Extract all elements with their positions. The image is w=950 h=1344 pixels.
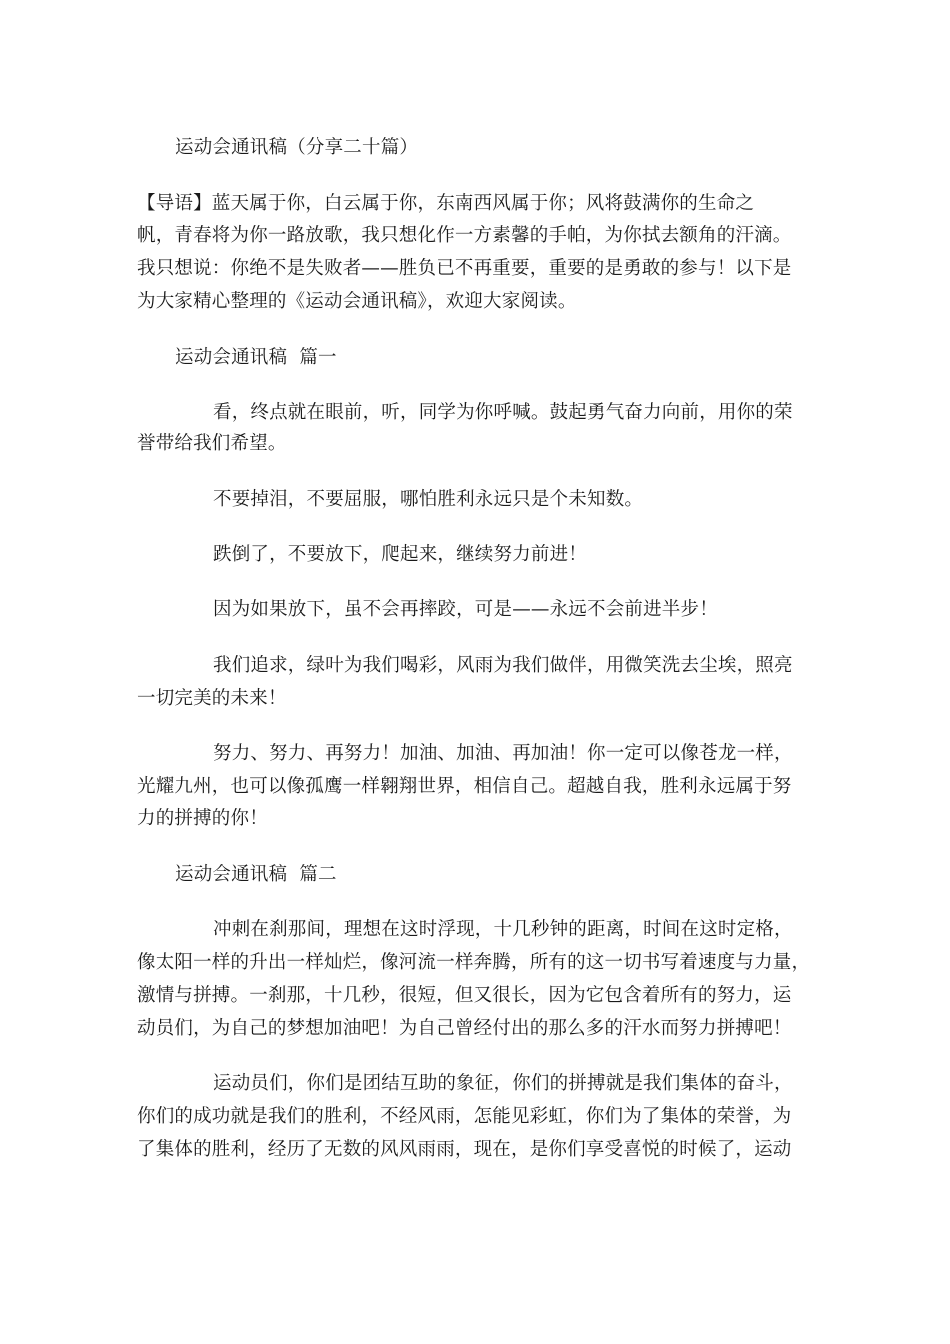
- paragraph-line: 运动员们，你们是团结互助的象征，你们的拼搏就是我们集体的奋斗，: [213, 1073, 793, 1094]
- paragraph-line: 因为如果放下，虽不会再摔跤，可是——永远不会前进半步！: [213, 599, 718, 620]
- paragraph-line: 光耀九州，也可以像孤鹰一样翱翔世界，相信自己。超越自我，胜利永远属于努: [137, 776, 792, 797]
- section-heading-1: 运动会通讯稿 篇一: [175, 347, 337, 368]
- intro-line-1: 【导语】蓝天属于你，白云属于你，东南西风属于你；风将鼓满你的生命之: [137, 193, 755, 214]
- paragraph-line: 跌倒了，不要放下，爬起来，继续努力前进！: [213, 544, 588, 565]
- intro-line-2: 帆，青春将为你一路放歌，我只想化作一方素馨的手帕，为你拭去额角的汗滴。: [137, 225, 792, 246]
- intro-line-4: 为大家精心整理的《运动会通讯稿》，欢迎大家阅读。: [137, 291, 577, 312]
- paragraph-line: 激情与拼搏。一刹那，十几秒，很短，但又很长，因为它包含着所有的努力，运: [137, 985, 792, 1006]
- paragraph-line: 誉带给我们希望。: [137, 433, 287, 454]
- document-title: 运动会通讯稿（分享二十篇）: [175, 137, 419, 158]
- paragraph-line: 冲刺在刹那间，理想在这时浮现，十几秒钟的距离，时间在这时定格，: [213, 919, 793, 940]
- paragraph-line: 努力、努力、再努力！加油、加油、再加油！你一定可以像苍龙一样，: [213, 743, 793, 764]
- paragraph-line: 一切完美的未来！: [137, 688, 287, 709]
- paragraph-line: 看，终点就在眼前，听，同学为你呼喊。鼓起勇气奋力向前，用你的荣: [213, 402, 793, 423]
- section-heading-2: 运动会通讯稿 篇二: [175, 864, 337, 885]
- paragraph-line: 我们追求，绿叶为我们喝彩，风雨为我们做伴，用微笑洗去尘埃，照亮: [213, 655, 793, 676]
- paragraph-line: 了集体的胜利，经历了无数的风风雨雨，现在，是你们享受喜悦的时候了，运动: [137, 1139, 792, 1160]
- paragraph-line: 动员们，为自己的梦想加油吧！为自己曾经付出的那么多的汗水而努力拼搏吧！: [137, 1018, 792, 1039]
- paragraph-line: 不要掉泪，不要屈服，哪怕胜利永远只是个未知数。: [213, 489, 644, 510]
- paragraph-line: 像太阳一样的升出一样灿烂，像河流一样奔腾，所有的这一切书写着速度与力量，: [137, 952, 811, 973]
- paragraph-line: 你们的成功就是我们的胜利，不经风雨，怎能见彩虹，你们为了集体的荣誉，为: [137, 1106, 792, 1127]
- paragraph-line: 力的拼搏的你！: [137, 808, 268, 829]
- intro-line-3: 我只想说：你绝不是失败者——胜负已不再重要，重要的是勇敢的参与！以下是: [137, 258, 792, 279]
